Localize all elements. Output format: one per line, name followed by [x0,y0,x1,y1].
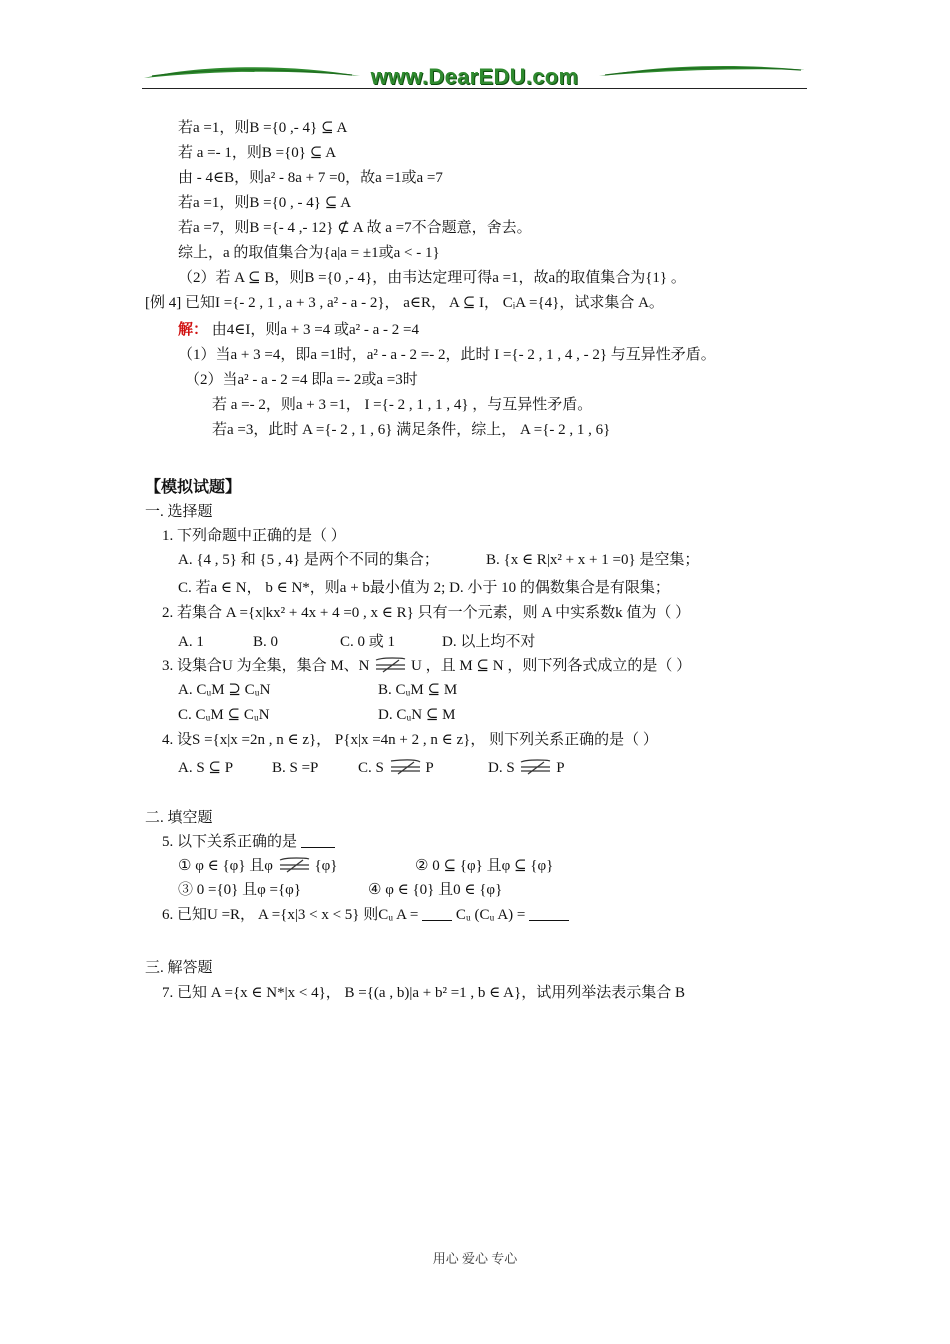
q4-option-c-left: C. S [358,760,384,776]
q1-option-a: A. {4 , 5} 和 {5 , 4} 是两个不同的集合； [178,552,439,568]
solution-line-6: 综上，a 的取值集合为{a|a = ±1或a < - 1} [178,245,440,261]
q5-option-1-left: ① φ ∈ {φ} 且φ [178,858,273,874]
section-title: 【模拟试题】 [145,479,242,496]
solution-line-5: 若a =7，则B ={- 4 ,- 12} ⊄ A 故 a =7不合题意，舍去。 [178,220,532,236]
example4-line-1: 由4∈I，则a + 3 =4 或a² - a - 2 =4 [211,322,419,338]
q7-stem: 7. 已知 A ={x ∈ N*|x < 4}， B ={(a , b)|a + b² =1 , b ∈ A}，试用列举法表示集合 B [162,985,685,1001]
q4-option-d-left: D. S [488,760,515,776]
right-swoosh-icon [597,62,807,86]
q3-stem [162,656,691,676]
q1-option-cd: C. 若a ∈ N， b ∈ N*，则a + b最小值为 2; D. 小于 10 的偶数集合是有限集； [178,580,670,596]
q5-option-1 [178,856,338,876]
q3-option-a: A. CᵤM ⊇ CᵤN [178,682,271,698]
proper-superset-icon [518,758,552,776]
answer-label: 解： [178,322,209,338]
q5-option-2: ② 0 ⊆ {φ} 且φ ⊆ {φ} [415,858,554,874]
part2-title: 二. 填空题 [145,810,213,826]
q3-stem-part-b: U ，且 M ⊆ N ，则下列各式成立的是（ ） [411,658,692,674]
q4-option-c-right: P [425,760,434,776]
q5-option-1-right: {φ} [314,858,338,874]
example4-line-3: （2）当a² - a - 2 =4 即a =- 2或a =3时 [185,372,418,388]
q5-stem [162,832,335,852]
q4-option-d-right: P [556,760,565,776]
solution-line-3: 由 - 4∈B，则a² - 8a + 7 =0，故a =1或a =7 [178,170,443,186]
example4-line-4: 若 a =- 2，则a + 3 =1， I ={- 2 , 1 , 1 , 4} ，与互异性矛盾。 [212,397,593,413]
q5-option-4: ④ φ ∈ {0} 且0 ∈ {φ} [368,882,503,898]
solution-line-2: 若 a =- 1，则B ={0} ⊆ A [178,145,337,161]
part3-title: 三. 解答题 [145,960,213,976]
example4-label: [例 4] [145,295,182,311]
q5-option-3: ③ 0 ={0} 且φ ={φ} [178,882,302,898]
proper-superset-icon [373,656,407,674]
page-footer: 用心 爱心 专心 [432,1251,518,1266]
q6-answer-blank-2[interactable] [529,906,569,921]
q3-stem-part-a: 3. 设集合U 为全集，集合 M、N [162,658,370,674]
q3-option-d: D. CᵤN ⊆ M [378,707,456,723]
q3-option-b: B. CᵤM ⊆ M [378,682,458,698]
q6-answer-blank-1[interactable] [422,906,452,921]
header-rule [142,88,807,89]
solution-line-1: 若a =1，则B ={0 ,- 4} ⊆ A [178,120,348,136]
q6-stem [162,905,569,925]
example4-question [145,293,664,313]
proper-subset-icon [388,758,422,776]
part1-title: 一. 选择题 [145,504,213,520]
example4-answer-1 [178,320,419,340]
q1-stem: 1. 下列命题中正确的是（ ） [162,528,346,544]
q2-option-a: A. 1 [178,634,204,650]
q4-option-c [358,758,434,778]
q4-option-b: B. S =P [272,760,319,776]
solution-line-7: （2）若 A ⊆ B，则B ={0 ,- 4}，由韦达定理可得a =1，故a的取值集合为{1} 。 [178,270,686,286]
q6-stem-part-a: 6. 已知U =R， A ={x|3 < x < 5} 则Cᵤ A = [162,907,419,923]
q2-option-d: D. 以上均不对 [442,634,536,650]
q4-option-a: A. S ⊆ P [178,760,234,776]
example4-line-2: （1）当a + 3 =4，即a =1时，a² - a - 2 =- 2，此时 I ={- 2 , 1 , 4 , - 2} 与互异性矛盾。 [178,347,716,363]
q2-option-b: B. 0 [253,634,279,650]
q1-option-b: B. {x ∈ R|x² + x + 1 =0} 是空集； [486,552,700,568]
q2-option-c: C. 0 或 1 [340,634,396,650]
proper-superset-icon [277,856,311,874]
q5-stem-text: 5. 以下关系正确的是 [162,834,298,850]
solution-line-4: 若a =1，则B ={0 , - 4} ⊆ A [178,195,352,211]
q6-stem-part-b: Cᵤ (Cᵤ A) = [455,907,526,923]
example4-question-text: 已知I ={- 2 , 1 , a + 3 , a² - a - 2}， a∈R， A ⊆ I， CᵢA ={4}，试求集合 A。 [185,295,664,311]
example4-line-5: 若a =3，此时 A ={- 2 , 1 , 6} 满足条件，综上， A ={- 2 , 1 , 6} [212,422,611,438]
q3-option-c: C. CᵤM ⊆ CᵤN [178,707,270,723]
q5-answer-blank[interactable] [301,833,335,848]
q4-stem: 4. 设S ={x|x =2n , n ∈ z}， P{x|x =4n + 2 , n ∈ z}， 则下列关系正确的是（ ） [162,732,658,748]
q4-option-d [488,758,565,778]
q2-stem: 2. 若集合 A ={x|kx² + 4x + 4 =0 , x ∈ R} 只有一个元素，则 A 中实系数k 值为（ ） [162,605,691,621]
site-logo-text: www.DearEDU.com [370,64,579,89]
